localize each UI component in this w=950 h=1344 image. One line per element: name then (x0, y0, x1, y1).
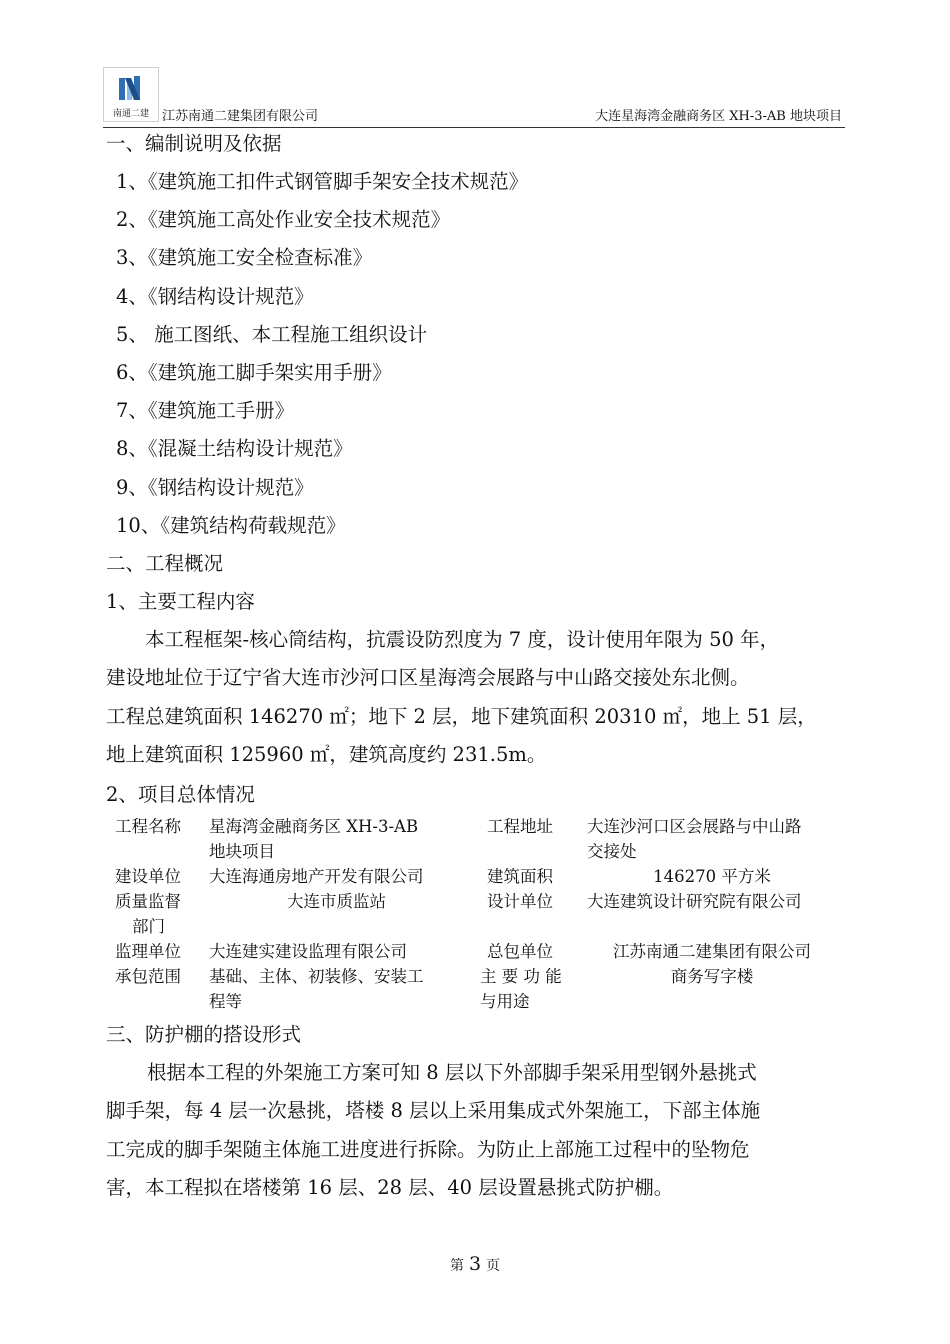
table-label: 部门 (132, 917, 165, 936)
paragraph-line: 建设地址位于辽宁省大连市沙河口区星海湾会展路与中山路交接处东北侧。 (106, 666, 750, 690)
table-label: 工程名称 (115, 817, 181, 836)
footer-suffix: 页 (486, 1258, 501, 1274)
table-value: 大连建筑设计研究院有限公司 (587, 892, 802, 911)
table-label: 主 要 功 能 (480, 967, 562, 986)
table-label: 设计单位 (487, 892, 553, 911)
table-value: 146270 平方米 (653, 867, 771, 886)
logo-text: 南通二建 (112, 109, 149, 119)
table-value: 商务写字楼 (670, 967, 754, 986)
header-project: 大连星海湾金融商务区 XH-3-AB 地块项目 (595, 109, 842, 124)
paragraph-line: 工完成的脚手架随主体施工进度进行拆除。为防止上部施工过程中的坠物危 (106, 1137, 750, 1161)
page-number: 3 (468, 1253, 482, 1275)
page-footer (0, 1253, 950, 1275)
section-1-title: 一、编制说明及依据 (106, 132, 282, 155)
basis-item: 2、《建筑施工高处作业安全技术规范》 (116, 208, 451, 231)
table-label: 建筑面积 (487, 867, 553, 886)
section-2-2-title: 2、项目总体情况 (106, 783, 255, 806)
table-value: 基础、主体、初装修、安装工 (209, 967, 424, 986)
paragraph-line: 本工程框架-核心筒结构，抗震设防烈度为 7 度，设计使用年限为 50 年， (145, 628, 780, 651)
table-label: 承包范围 (115, 967, 181, 986)
basis-item: 5、 施工图纸、本工程施工组织设计 (116, 323, 428, 346)
section-3-title: 三、防护棚的搭设形式 (106, 1023, 302, 1046)
company-logo (103, 67, 159, 122)
table-label: 工程地址 (487, 817, 553, 836)
project-content-paragraph (106, 621, 848, 774)
table-label: 总包单位 (487, 942, 553, 961)
table-value: 江苏南通二建集团有限公司 (613, 942, 811, 961)
basis-item: 9、《钢结构设计规范》 (116, 476, 314, 499)
canopy-paragraph (106, 1054, 848, 1207)
basis-item: 10、《建筑结构荷载规范》 (116, 514, 346, 537)
paragraph-line: 地上建筑面积 125960 ㎡，建筑高度约 231.5m。 (106, 742, 547, 766)
table-value: 大连市质监站 (287, 892, 386, 911)
paragraph-line: 根据本工程的外架施工方案可知 8 层以下外部脚手架采用型钢外悬挑式 (147, 1061, 757, 1084)
header-divider (103, 127, 845, 128)
basis-item: 3、《建筑施工安全检查标准》 (116, 246, 373, 269)
header-company: 江苏南通二建集团有限公司 (162, 109, 319, 124)
paragraph-line: 工程总建筑面积 146270 ㎡；地下 2 层，地下建筑面积 20310 ㎡，地上 51 层， (106, 704, 817, 728)
basis-item: 8、《混凝土结构设计规范》 (116, 437, 353, 460)
basis-item: 1、《建筑施工扣件式钢管脚手架安全技术规范》 (116, 170, 529, 193)
table-value: 地块项目 (209, 842, 275, 861)
logo-mark-icon (104, 68, 158, 108)
table-value: 大连建实建设监理有限公司 (209, 942, 407, 961)
table-value: 交接处 (587, 842, 637, 861)
table-label: 质量监督 (115, 892, 181, 911)
paragraph-line: 脚手架，每 4 层一次悬挑，塔楼 8 层以上采用集成式外架施工，下部主体施 (106, 1099, 761, 1123)
table-value: 大连海通房地产开发有限公司 (209, 867, 424, 886)
table-value: 大连沙河口区会展路与中山路 (587, 817, 802, 836)
paragraph-line: 害，本工程拟在塔楼第 16 层、28 层、40 层设置悬挑式防护棚。 (106, 1175, 674, 1199)
table-value: 星海湾金融商务区 XH-3-AB (209, 817, 419, 836)
section-2-1-title: 1、主要工程内容 (106, 590, 255, 613)
table-value: 程等 (209, 992, 242, 1011)
basis-item: 6、《建筑施工脚手架实用手册》 (116, 361, 392, 384)
section-2-title: 二、工程概况 (106, 552, 224, 575)
table-label: 建设单位 (115, 867, 181, 886)
footer-prefix: 第 (449, 1258, 464, 1274)
basis-item: 7、《建筑施工手册》 (116, 399, 295, 422)
table-label: 与用途 (480, 992, 530, 1011)
basis-item: 4、《钢结构设计规范》 (116, 285, 314, 308)
table-label: 监理单位 (115, 942, 181, 961)
